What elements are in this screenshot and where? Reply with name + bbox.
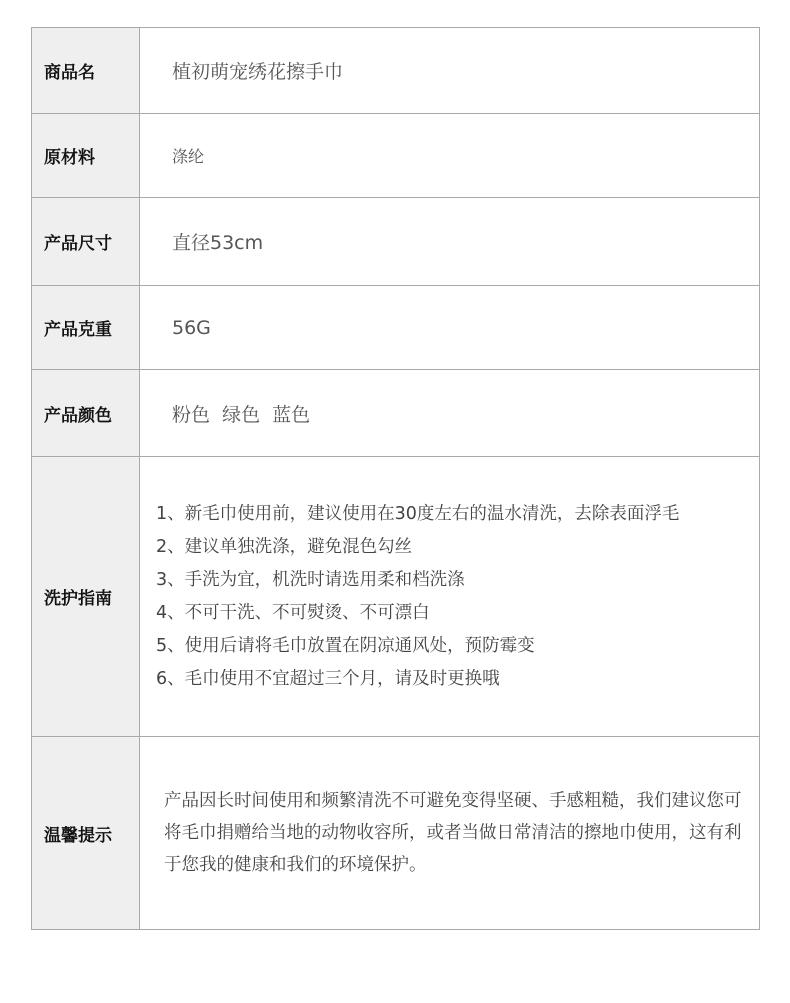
care-instruction-item: 6、毛巾使用不宜超过三个月，请及时更换哦 (156, 668, 500, 689)
spec-row-product-name (32, 28, 759, 113)
spec-label-size: 产品尺寸 (32, 198, 140, 285)
spec-value-warm-tip (140, 737, 759, 929)
spec-row-weight (32, 285, 759, 369)
spec-row-size (32, 197, 759, 285)
spec-value-material: 涤纶 (172, 147, 205, 166)
care-instruction-item: 2、建议单独洗涤，避免混色勾丝 (156, 536, 413, 557)
spec-label-material: 原材料 (32, 114, 140, 197)
spec-row-colors (32, 369, 759, 456)
spec-label-warm-tip: 温馨提示 (32, 737, 140, 929)
spec-label-colors: 产品颜色 (32, 370, 140, 456)
spec-row-material (32, 113, 759, 197)
care-instructions-list (156, 498, 679, 696)
warm-tip-text: 产品因长时间使用和频繁清洗不可避免变得坚硬、手感粗糙，我们建议您可将毛巾捐赠给当地的动物收容所，或者当做日常清洁的擦地巾使用，这有利于您我的健康和我们的环境保护。 (164, 791, 742, 875)
spec-label-product-name: 商品名 (32, 28, 140, 113)
spec-value-weight: 56G (172, 316, 211, 339)
spec-row-care-guide (32, 456, 759, 736)
spec-label-weight: 产品克重 (32, 286, 140, 369)
spec-label-care-guide: 洗护指南 (32, 457, 140, 736)
care-instruction-item: 4、不可干洗、不可熨烫、不可漂白 (156, 602, 430, 623)
care-instruction-item: 1、新毛巾使用前，建议使用在30度左右的温水清洗，去除表面浮毛 (156, 503, 680, 524)
care-instruction-item: 5、使用后请将毛巾放置在阴凉通风处，预防霉变 (156, 635, 535, 656)
spec-value-product-name: 植初萌宠绣花擦手巾 (172, 61, 344, 83)
spec-value-care-guide (140, 457, 759, 736)
spec-value-colors: 粉色 绿色 蓝色 (172, 403, 311, 426)
care-instruction-item: 3、手洗为宜，机洗时请选用柔和档洗涤 (156, 569, 465, 590)
product-spec-table (31, 27, 760, 930)
spec-value-size: 直径53cm (172, 232, 264, 254)
spec-row-warm-tip (32, 736, 759, 929)
